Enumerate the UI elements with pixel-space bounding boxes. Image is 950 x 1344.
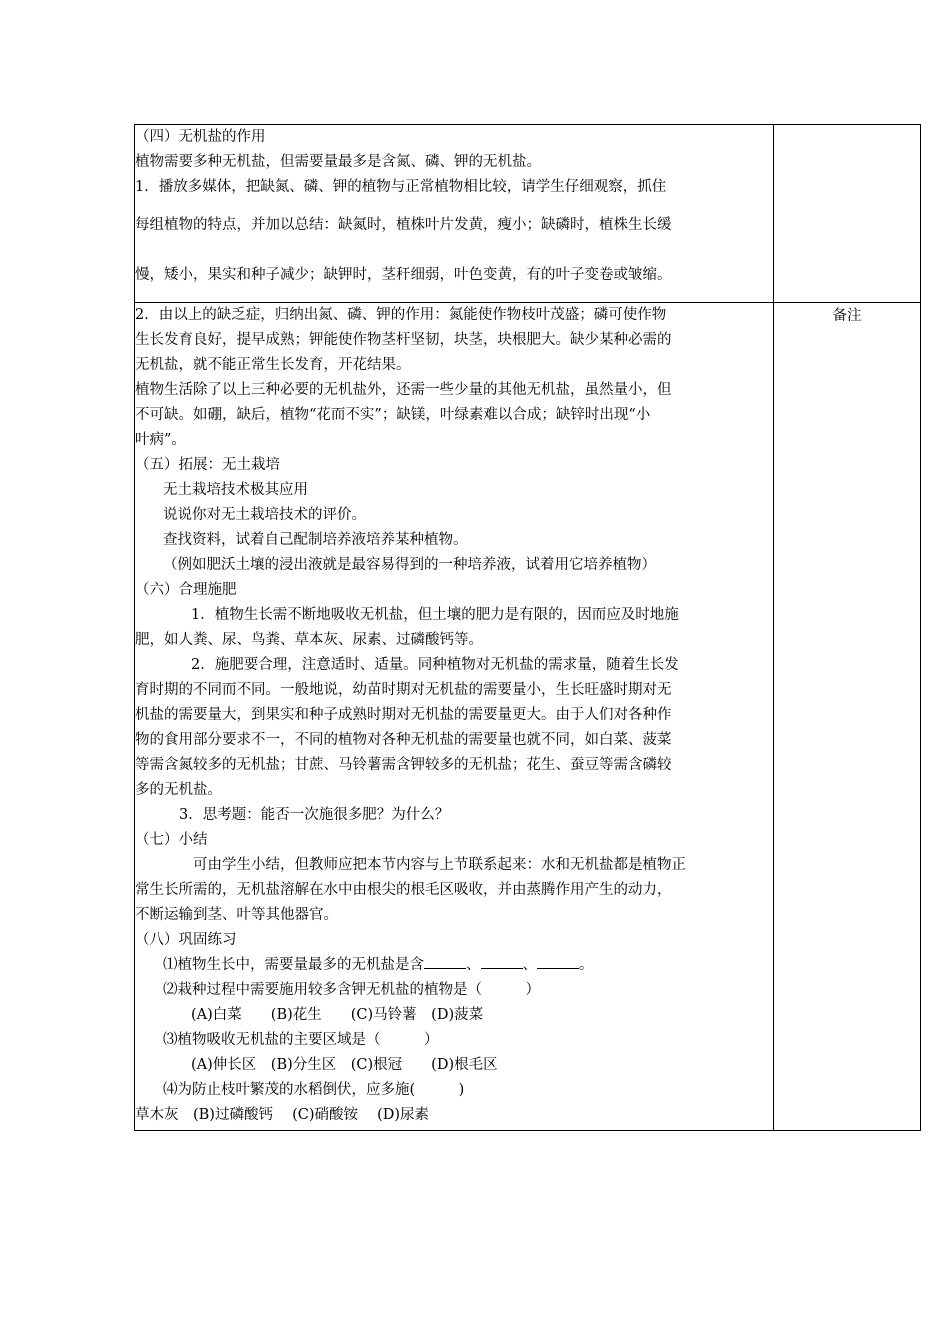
remark-cell [774,303,921,1131]
answer-blank[interactable] [537,954,579,969]
text-line: 1．播放多媒体，把缺氮、磷、钾的植物与正常植物相比较，请学生仔细观察，抓住 [135,179,667,195]
text-line: 无土栽培技术极其应用 [163,482,308,498]
question-2-options: (A)白菜 (B)花生 (C)马铃薯 (D)菠菜 [191,1007,484,1023]
text-line: 1．植物生长需不断地吸收无机盐，但土壤的肥力是有限的，因而应及时地施 [191,607,679,623]
text-line: 不断运输到茎、叶等其他器官。 [135,907,338,923]
answer-blank[interactable] [424,954,466,969]
text-line: 常生长所需的，无机盐溶解在水中由根尖的根毛区吸收，并由蒸腾作用产生的动力， [135,882,672,898]
separator: 、 [522,957,537,973]
text-line: （例如肥沃土壤的浸出液就是最容易得到的一种培养液，试着用它培养植物） [163,557,656,573]
separator: 、 [466,957,481,973]
text-line: 说说你对无土栽培技术的评价。 [163,507,366,523]
lesson-table [134,124,921,1131]
question-2: ⑵栽种过程中需要施用较多含钾无机盐的植物是（ ） [163,982,540,998]
text-line: 植物需要多种无机盐，但需要量最多是含氮、磷、钾的无机盐。 [135,154,541,170]
table-row [135,303,921,1131]
content-cell [135,303,774,1131]
period: 。 [579,957,594,973]
answer-blank[interactable] [481,954,523,969]
section-heading: （五）拓展：无土栽培 [135,457,280,473]
section-heading: （六）合理施肥 [135,582,237,598]
content-cell [135,125,774,303]
question-4-options: 草木灰 (B)过磷酸钙 (C)硝酸铵 (D)尿素 [135,1107,430,1123]
section-heading: （八）巩固练习 [135,932,237,948]
text-line: 多的无机盐。 [135,782,222,798]
text-line: 2．由以上的缺乏症，归纳出氮、磷、钾的作用：氮能使作物枝叶茂盛；磷可使作物 [135,307,667,323]
question-1 [135,953,773,978]
text-line: 机盐的需要量大，到果实和种子成熟时期对无机盐的需要量更大。由于人们对各种作 [135,707,672,723]
text-line: 植物生活除了以上三种必要的无机盐外，还需一些少量的其他无机盐，虽然量小，但 [135,382,672,398]
text-line: 不可缺。如硼，缺后，植物“花而不实”；缺镁，叶绿素难以合成；缺锌时出现“小 [135,407,651,423]
question-4: ⑷为防止枝叶繁茂的水稻倒伏，应多施( ) [163,1082,465,1098]
section-heading: （四）无机盐的作用 [135,129,266,145]
text-line: 慢，矮小，果实和种子减少；缺钾时，茎秆细弱，叶色变黄，有的叶子变卷或皱缩。 [135,267,672,283]
text-line: 等需含氮较多的无机盐；甘蔗、马铃薯需含钾较多的无机盐；花生、蚕豆等需含磷较 [135,757,672,773]
text-line: 每组植物的特点，并加以总结：缺氮时，植株叶片发黄，瘦小；缺磷时，植株生长缓 [135,217,672,233]
text-line: 育时期的不同而不同。一般地说，幼苗时期对无机盐的需要量小，生长旺盛时期对无 [135,682,672,698]
question-3: ⑶植物吸收无机盐的主要区域是（ ） [163,1032,439,1048]
text-line: 查找资料，试着自己配制培养液培养某种植物。 [163,532,468,548]
text-line: 肥，如人粪、尿、鸟粪、草本灰、尿素、过磷酸钙等。 [135,632,483,648]
question-text: ⑴植物生长中，需要量最多的无机盐是含 [163,957,424,973]
text-line: 无机盐，就不能正常生长发育，开花结果。 [135,357,411,373]
text-line: 叶病”。 [135,432,186,448]
question-3-options: (A)伸长区 (B)分生区 (C)根冠 (D)根毛区 [191,1057,498,1073]
text-line: 生长发育良好，提早成熟；钾能使作物茎杆坚韧，块茎，块根肥大。缺少某种必需的 [135,332,672,348]
table-row [135,125,921,303]
remark-cell-empty [774,125,921,303]
text-line: 3．思考题：能否一次施很多肥？为什么？ [179,807,450,823]
text-line: 物的食用部分要求不一，不同的植物对各种无机盐的需要量也就不同，如白菜、菠菜 [135,732,672,748]
text-line: 2．施肥要合理，注意适时、适量。同种植物对无机盐的需求量，随着生长发 [191,657,679,673]
section-heading: （七）小结 [135,832,208,848]
text-line: 可由学生小结，但教师应把本节内容与上节联系起来：水和无机盐都是植物正 [193,857,686,873]
remark-label: 备注 [832,308,862,324]
